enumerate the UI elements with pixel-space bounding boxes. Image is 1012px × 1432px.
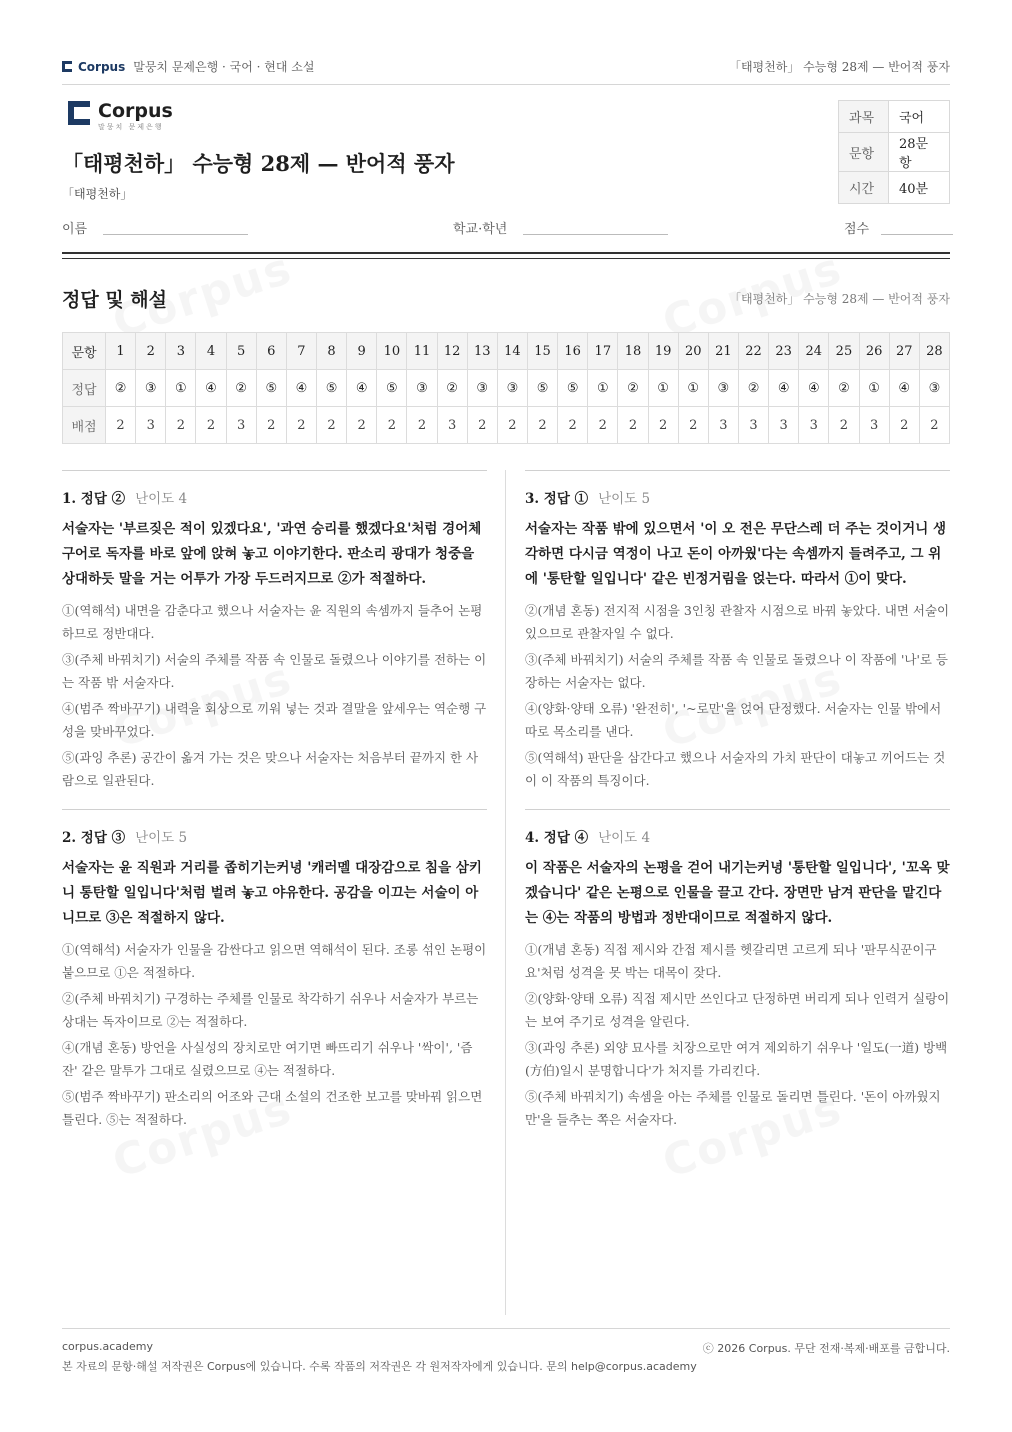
option-explanation: ⑤(주체 바꿔치기) 속셈을 아는 주체를 인물로 돌리면 틀린다. '돈이 아까웠지만'을 들추는 쪽은 서술자다. [525, 1089, 941, 1127]
answer-cell: ③ [497, 370, 527, 407]
block-rule [62, 470, 487, 471]
question-number-cell: 27 [889, 333, 919, 370]
explanation-block [525, 470, 950, 795]
points-cell: 2 [377, 407, 407, 444]
breadcrumb: 말뭉치 문제은행 · 국어 · 현대 소설 [133, 60, 315, 74]
question-number-cell: 13 [467, 333, 497, 370]
question-number-cell: 17 [588, 333, 618, 370]
question-number-cell: 14 [497, 333, 527, 370]
question-number-cell: 25 [829, 333, 859, 370]
answer-cell: ② [226, 370, 256, 407]
row-header-question: 문항 [63, 333, 106, 370]
main-explanation: 이 작품은 서술자의 논평을 걷어 내기는커녕 '통탄할 일입니다', '꼬옥 맞겠습니다' 같은 논평으로 인물을 끌고 간다. 장면만 남겨 판단을 맡긴다는 ④는 작품의 방법과 정반대이므로 적절하지 않다. [525, 860, 950, 926]
answer-cell: ④ [286, 370, 316, 407]
explanation-block [62, 809, 487, 1134]
block-rule [525, 809, 950, 810]
corpus-logo-icon [68, 101, 90, 125]
answer-key-table [62, 332, 950, 444]
answer-cell: ② [437, 370, 467, 407]
answer-cell: ⑤ [527, 370, 557, 407]
answer-heading: 4. 정답 ④ [525, 830, 589, 846]
meta-value: 40분 [889, 172, 950, 204]
points-cell: 2 [347, 407, 377, 444]
option-explanation: ④(범주 짝바꾸기) 내력을 회상으로 끼워 넣는 것과 결말을 앞세우는 역순행 구성을 맞바꾸었다. [62, 701, 487, 739]
points-cell: 2 [497, 407, 527, 444]
points-cell: 2 [588, 407, 618, 444]
question-number-cell: 24 [799, 333, 829, 370]
option-explanation: ③(과잉 추론) 외양 묘사를 치장으로만 여겨 제외하기 쉬우나 '일도(一道) 방백(方伯)일시 분명합니다'가 처지를 가리킨다. [525, 1040, 948, 1078]
meta-key: 시간 [839, 172, 889, 204]
answer-cell: ③ [919, 370, 949, 407]
question-heading [62, 487, 487, 507]
question-number-cell: 22 [738, 333, 768, 370]
question-heading [525, 826, 950, 846]
points-cell: 2 [919, 407, 949, 444]
meta-value: 28문항 [889, 133, 950, 172]
answer-heading: 3. 정답 ① [525, 491, 589, 507]
main-explanation: 서술자는 '부르짖은 적이 있겠다요', '과연 승리를 했겠다요'처럼 경어체 구어로 독자를 바로 앞에 앉혀 놓고 이야기한다. 판소리 광대가 청중을 상대하듯 말을 거는 어투가 가장 두드러지므로 ②가 적절하다. [62, 521, 482, 587]
question-number-cell: 6 [256, 333, 286, 370]
explanation-block [525, 809, 950, 1134]
question-number-cell: 19 [648, 333, 678, 370]
option-explanation: ⑤(과잉 추론) 공간이 옮겨 가는 것은 맞으나 서술자는 처음부터 끝까지 한 사람으로 일관된다. [62, 750, 479, 788]
name-line [103, 234, 248, 235]
divider [62, 84, 950, 85]
points-cell: 2 [407, 407, 437, 444]
logo-tagline: 말뭉치 문제은행 [98, 123, 164, 131]
answer-cell: ④ [889, 370, 919, 407]
answer-heading: 1. 정답 ② [62, 491, 126, 507]
score-label: 점수 [844, 222, 870, 237]
points-cell: 2 [678, 407, 708, 444]
document-title: 「태평천하」 수능형 28제 — 반어적 풍자 [62, 151, 455, 176]
difficulty-label: 난이도 4 [598, 830, 651, 846]
school-field[interactable] [453, 218, 668, 237]
points-cell: 2 [467, 407, 497, 444]
meta-table [838, 100, 950, 204]
option-explanation: ①(개념 혼동) 직접 제시와 간접 제시를 헷갈리면 고르게 되나 '판무식꾼이구요'처럼 성격을 못 박는 대목이 잦다. [525, 942, 937, 980]
answer-cell: ⑤ [377, 370, 407, 407]
question-number-cell: 28 [919, 333, 949, 370]
question-number-cell: 16 [558, 333, 588, 370]
answer-cell: ② [618, 370, 648, 407]
score-line [881, 234, 953, 235]
footer-site: corpus.academy [62, 1340, 153, 1353]
name-label: 이름 [62, 222, 88, 237]
answer-cell: ③ [407, 370, 437, 407]
answer-cell: ② [829, 370, 859, 407]
answer-cell: ⑤ [256, 370, 286, 407]
school-line [523, 234, 668, 235]
answer-cell: ⑤ [316, 370, 346, 407]
difficulty-label: 난이도 5 [598, 491, 651, 507]
points-cell: 3 [738, 407, 768, 444]
answer-cell: ② [106, 370, 136, 407]
question-number-cell: 23 [769, 333, 799, 370]
block-rule [525, 470, 950, 471]
answers-title: 정답 및 해설 [62, 289, 167, 311]
answer-cell: ④ [799, 370, 829, 407]
answer-cell: ④ [196, 370, 226, 407]
question-heading [62, 826, 487, 846]
answer-cell: ① [648, 370, 678, 407]
logo-name: Corpus [98, 100, 173, 122]
option-explanation: ②(양화·양태 오류) 직접 제시만 쓰인다고 단정하면 버리게 되나 인력거 실랑이는 보여 주기로 성격을 알린다. [525, 991, 950, 1029]
footer-notice: 본 자료의 문항·해설 저작권은 Corpus에 있습니다. 수록 작품의 저작권은 각 원저작자에게 있습니다. 문의 help@corpus.academy [62, 1360, 697, 1373]
row-header-answer: 정답 [63, 370, 106, 407]
explanation-block [62, 470, 487, 795]
points-cell: 3 [799, 407, 829, 444]
option-explanation: ⑤(역해석) 판단을 삼간다고 했으나 서술자의 가치 판단이 대놓고 끼어드는 것이 이 작품의 특징이다. [525, 750, 946, 788]
question-number-cell: 10 [377, 333, 407, 370]
answer-heading: 2. 정답 ③ [62, 830, 126, 846]
top-right-title: 「태평천하」 수능형 28제 — 반어적 풍자 [728, 60, 950, 74]
answer-cell: ④ [347, 370, 377, 407]
points-cell: 3 [708, 407, 738, 444]
answer-cell: ③ [136, 370, 166, 407]
block-rule [62, 809, 487, 810]
question-number-cell: 7 [286, 333, 316, 370]
answer-cell: ④ [769, 370, 799, 407]
answer-cell: ① [588, 370, 618, 407]
option-explanation: ③(주체 바꿔치기) 서술의 주체를 작품 속 인물로 돌렸으나 이야기를 전하는 이는 작품 밖 서술자다. [62, 652, 487, 690]
answer-cell: ① [678, 370, 708, 407]
document-subtitle: 「태평천하」 [62, 187, 133, 201]
brand-name: Corpus [78, 59, 126, 74]
points-cell: 2 [648, 407, 678, 444]
difficulty-label: 난이도 4 [135, 491, 188, 507]
question-number-cell: 1 [106, 333, 136, 370]
answer-cell: ① [859, 370, 889, 407]
question-number-cell: 12 [437, 333, 467, 370]
option-explanation: ④(양화·양태 오류) '완전히', '~로만'을 얹어 단정했다. 서술자는 인물 밖에서 따로 목소리를 낸다. [525, 701, 942, 739]
points-cell: 2 [256, 407, 286, 444]
option-explanation: ⑤(범주 짝바꾸기) 판소리의 어조와 근대 소설의 건조한 보고를 맞바꿔 읽으면 틀린다. ⑤는 적절하다. [62, 1089, 483, 1127]
corpus-logo-icon [62, 61, 72, 72]
difficulty-label: 난이도 5 [135, 830, 188, 846]
question-number-cell: 9 [347, 333, 377, 370]
points-cell: 2 [558, 407, 588, 444]
points-cell: 2 [618, 407, 648, 444]
question-number-cell: 4 [196, 333, 226, 370]
answer-cell: ② [738, 370, 768, 407]
question-number-cell: 15 [527, 333, 557, 370]
footer-copyright: ⓒ 2026 Corpus. 무단 전재·복제·배포를 금합니다. [702, 1342, 950, 1355]
points-cell: 3 [136, 407, 166, 444]
score-field[interactable] [844, 218, 953, 237]
points-cell: 2 [889, 407, 919, 444]
points-cell: 3 [859, 407, 889, 444]
top-strip [62, 58, 950, 78]
question-number-cell: 18 [618, 333, 648, 370]
points-cell: 2 [166, 407, 196, 444]
option-explanation: ④(개념 혼동) 방언을 사실성의 장치로만 여기면 빠뜨리기 쉬우나 '싹이', '즘잔' 같은 말투가 그대로 실렸으므로 ④는 적절하다. [62, 1040, 473, 1078]
answer-cell: ③ [467, 370, 497, 407]
question-number-cell: 2 [136, 333, 166, 370]
name-field[interactable] [62, 218, 248, 237]
row-header-points: 배점 [63, 407, 106, 444]
main-explanation: 서술자는 윤 직원과 거리를 좁히기는커녕 '캐러멜 대장감으로 침을 삼키니 통탄할 일입니다'처럼 벌려 놓고 야유한다. 공감을 이끄는 서술이 아니므로 ③은 적절하지 않다. [62, 860, 482, 926]
points-cell: 2 [829, 407, 859, 444]
option-explanation: ①(역해석) 서술자가 인물을 감싼다고 읽으면 역해석이 된다. 조롱 섞인 논평이 붙으므로 ①은 적절하다. [62, 942, 487, 980]
meta-value: 국어 [889, 101, 950, 133]
points-cell: 2 [196, 407, 226, 444]
option-explanation: ①(역해석) 내면을 감춘다고 했으나 서술자는 윤 직원의 속셈까지 들추어 논평하므로 정반대다. [62, 603, 483, 641]
option-explanation: ③(주체 바꿔치기) 서술의 주체를 작품 속 인물로 돌렸으나 이 작품에 '나'로 등장하는 서술자는 없다. [525, 652, 949, 690]
question-number-cell: 21 [708, 333, 738, 370]
points-cell: 2 [527, 407, 557, 444]
option-explanation: ②(주체 바꿔치기) 구경하는 주체를 인물로 착각하기 쉬우나 서술자가 부르는 상대는 독자이므로 ②는 적절하다. [62, 991, 479, 1029]
question-number-cell: 3 [166, 333, 196, 370]
points-cell: 3 [769, 407, 799, 444]
points-cell: 2 [316, 407, 346, 444]
question-number-cell: 20 [678, 333, 708, 370]
meta-key: 문항 [839, 133, 889, 172]
meta-key: 과목 [839, 101, 889, 133]
answers-right-title: 「태평천하」 수능형 28제 — 반어적 풍자 [728, 292, 950, 306]
points-cell: 2 [286, 407, 316, 444]
school-label: 학교·학년 [453, 222, 508, 237]
question-heading [525, 487, 950, 507]
answer-cell: ③ [708, 370, 738, 407]
header-double-rule [62, 252, 950, 259]
points-cell: 3 [226, 407, 256, 444]
question-number-cell: 8 [316, 333, 346, 370]
column-divider [505, 470, 506, 1315]
answer-cell: ⑤ [558, 370, 588, 407]
option-explanation: ②(개념 혼동) 전지적 시점을 3인칭 관찰자 시점으로 바꿔 놓았다. 내면 서술이 있으므로 관찰자일 수 없다. [525, 603, 950, 641]
question-number-cell: 11 [407, 333, 437, 370]
question-number-cell: 26 [859, 333, 889, 370]
points-cell: 3 [437, 407, 467, 444]
answer-cell: ① [166, 370, 196, 407]
main-explanation: 서술자는 작품 밖에 있으면서 '이 오 전은 무단스레 더 주는 것이거니 생각하면 다시금 역정이 나고 돈이 아까웠'다는 속셈까지 들려주고, 그 위에 '통탄할 일입니다' 같은 빈정거림을 얹는다. 따라서 ①이 맞다. [525, 521, 946, 587]
logo [68, 101, 173, 132]
question-number-cell: 5 [226, 333, 256, 370]
points-cell: 2 [106, 407, 136, 444]
footer-rule [62, 1328, 950, 1329]
